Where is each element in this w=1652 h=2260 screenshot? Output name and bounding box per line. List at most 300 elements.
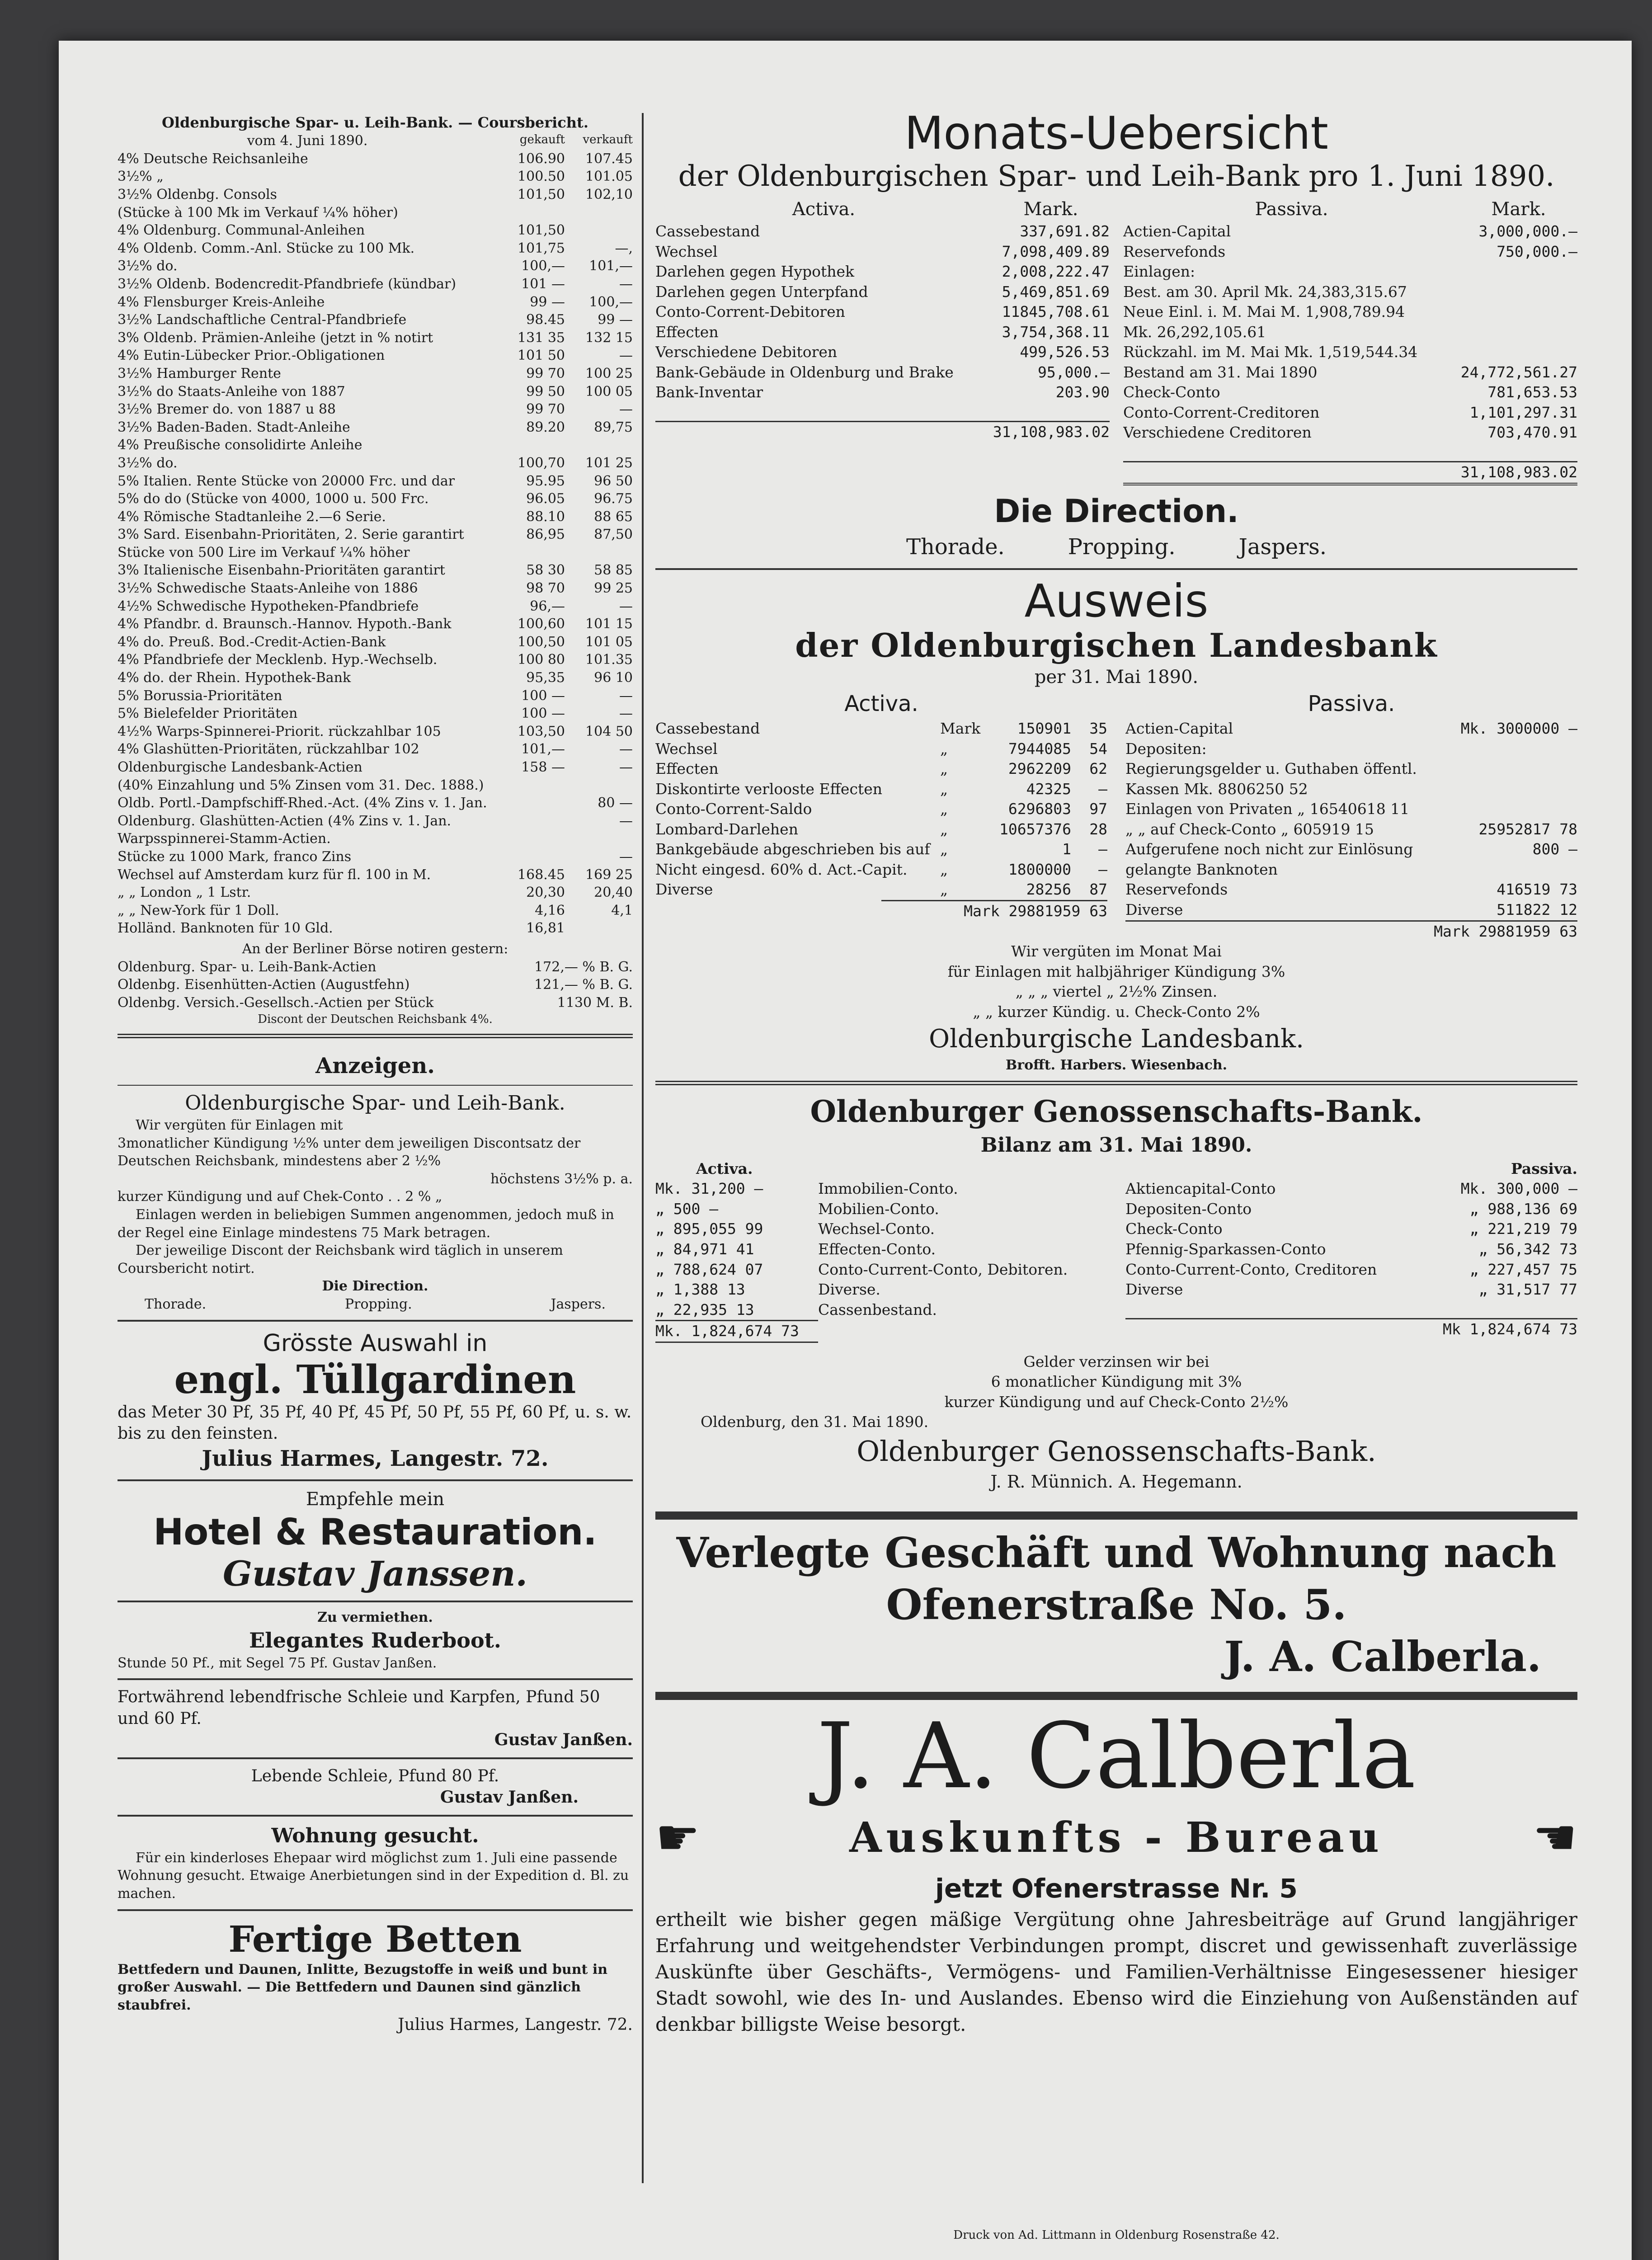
monats-table [655,197,1577,485]
kurs-verkauft [565,436,633,454]
tuell-ad-text: das Meter 30 Pf, 35 Pf, 40 Pf, 45 Pf, 50 Pf, 55 Pf, 60 Pf, u. s. w. bis zu den feinsten. [118,1403,632,1443]
kurs-label: (Stücke à 100 Mk im Verkauf ¼% höher) [118,204,398,221]
kurs-label: 3½% do Staats-Anleihe von 1887 [118,383,345,400]
genossen-table [655,1159,1577,1343]
ausweis-activa-pf: 28 [1089,820,1107,838]
kurs-row [118,490,633,508]
monats-activa-row [655,262,1110,282]
monats-mark-head: Mark. [1491,199,1546,220]
genossen-passiva-head: Passiva. [1511,1159,1577,1177]
ausweis-activa-currency: „ [940,880,948,899]
ausweis-activa-value: 150901 [1017,720,1071,738]
ausweis-activa-row [655,880,1107,900]
monats-activa-label: Bank-Inventar [655,383,763,401]
kurs-gekauft [497,204,565,222]
tuell-ad [118,1328,633,1474]
discont-note: Discont der Deutschen Reichsbank 4%. [258,1012,493,1026]
monats-passiva-row [1123,363,1577,383]
ausweis-sign: Oldenburgische Landesbank. [929,1024,1304,1054]
genossen-place: Oldenburg, den 31. Mai 1890. [701,1413,929,1431]
monats-passiva-label: Einlagen: [1123,263,1195,281]
kurs-gekauft: 101,— [521,741,565,758]
kurs-gekauft: 95,35 [526,670,565,686]
kurs-label: Oldenburgische Landesbank-Actien [118,759,362,776]
kurs-row [118,293,633,311]
signature: Propping. [1068,534,1176,560]
kurs-verkauft: — [619,741,633,758]
kurs-row [118,830,633,848]
kurs-gekauft: 168.45 [518,866,565,883]
kurs-row [118,651,633,669]
kurs-verkauft: 96 10 [594,670,633,686]
kurs-label: Wechsel auf Amsterdam kurz für fl. 100 in M. [118,866,431,883]
kurs-row [118,794,633,812]
ausweis-activa-pf: — [1098,840,1107,858]
kurs-verkauft: — [619,348,633,364]
wohnung-ad-title: Wohnung gesucht. [271,1824,479,1847]
kurs-label: 4% do. der Rhein. Hypothek-Bank [118,670,351,686]
genossen-sig-names: J. R. Münnich. A. Hegemann. [990,1471,1243,1492]
spar-ad-title: Oldenburgische Spar- und Leih-Bank. [185,1092,565,1115]
kurs-gekauft [497,794,565,812]
divider [655,1511,1577,1520]
ausweis [655,576,1577,1074]
kurs-verkauft: 104 50 [585,723,633,739]
ausweis-passiva-value [1460,759,1577,799]
ausweis-passiva-row [1125,819,1577,840]
ausweis-zins: „ „ „ viertel „ 2½% Zinsen. [1015,983,1218,1001]
ausweis-passiva [1125,689,1577,942]
kurs-label: 4% Glashütten-Prioritäten, rückzahlbar 102 [118,741,419,758]
monats-passiva-label: Conto-Corrent-Creditoren [1123,403,1320,421]
genossen-activa-row [655,1219,1107,1239]
genossen-passiva-label: Pfennig-Sparkassen-Conto [1125,1240,1326,1258]
monats-passiva-value: 24,772,561.27 [1460,363,1577,381]
monats-passiva-label: Reservefonds [1123,242,1226,260]
kurs-verkauft: — [619,687,633,704]
genossen-passiva-amount: „ 221,219 79 [1469,1220,1577,1238]
kurs-label: 4% Flensburger Kreis-Anleihe [118,294,325,310]
kurs-gekauft: 106.90 [518,151,565,167]
ausweis-activa-currency: Mark [940,720,981,738]
kurs-verkauft: 88 65 [594,508,633,525]
ausweis-passiva-value [1460,739,1577,759]
genossen-passiva-row [1125,1239,1577,1260]
coursbericht-title: Oldenburgische Spar- u. Leih-Bank. — Coursbericht. [162,114,588,131]
kurs-row [118,400,633,419]
ausweis-passiva-row [1125,880,1577,900]
kurs-label: 4% Preußische consolidirte Anleihe [118,437,362,453]
kurs-gekauft: 100.50 [518,169,565,185]
coursbericht-date-row [118,132,633,150]
kurs-row [118,472,633,490]
kurs-label: Stücke zu 1000 Mark, franco Zins [118,848,352,865]
kurs-row [118,186,633,204]
ausweis-activa-label: Bankgebäude abgeschrieben bis auf [655,840,930,858]
monats-passiva-total-row [1123,461,1577,485]
ausweis-activa-value: 28256 [1026,880,1071,899]
ausweis-passiva-row [1125,719,1577,739]
monats-activa-row [655,282,1110,302]
ausweis-passiva-row [1125,739,1577,759]
kurs-row [118,884,633,902]
kurs-verkauft: 101.05 [585,169,633,185]
kurs-gekauft [497,830,565,848]
kurs-row [118,919,633,937]
genossen-activa-amount: „ 1,388 13 [655,1281,745,1299]
genossen-activa-head: Activa. [696,1159,753,1177]
kurs-row [118,221,633,240]
ausweis-date: per 31. Mai 1890. [1034,667,1199,688]
ausweis-subtitle: der Oldenburgischen Landesbank [795,626,1438,664]
monats-title: Monats-Uebersicht [904,107,1328,160]
ausweis-activa-total: Mark 29881959 63 [881,900,1107,922]
kurs-row [118,508,633,526]
berlin-value: 1130 M. B. [557,994,633,1011]
ausweis-activa-label: Diskontirte verlooste Effecten [655,780,882,798]
kurs-row [118,204,633,222]
genossen-activa-row [655,1300,1107,1320]
kurs-verkauft: 4,1 [611,902,633,918]
left-column [118,113,633,2192]
kurs-row [118,347,633,365]
ausweis-passiva-row [1125,799,1577,819]
monats-uebersicht [655,108,1577,562]
kurs-row [118,705,633,723]
kurs-label: „ „ London „ 1 Lstr. [118,885,251,901]
kurs-row [118,723,633,741]
kurs-gekauft: 131 35 [518,330,565,346]
ausweis-activa-pf: — [1098,860,1107,878]
kurs-row [118,544,633,562]
hotel-ad-line: Empfehle mein [306,1489,445,1510]
ausweis-passiva-label: Aufgerufene noch nicht zur Einlösung gelangte Banknoten [1125,840,1413,878]
ausweis-title: Ausweis [1024,574,1209,627]
ausweis-passiva-label: „ „ auf Check-Conto „ 605919 15 [1125,820,1374,838]
monats-passiva-label: Rückzahl. im M. Mai Mk. 1,519,544.34 [1123,343,1418,361]
kurs-verkauft: 20,40 [594,885,633,901]
kurs-gekauft: 101,50 [518,187,565,203]
ausweis-activa-row [655,779,1107,800]
ruderboot-ad-line: Zu vermiethen. [317,1610,433,1626]
ausweis-activa-pf: 62 [1089,760,1107,778]
signature: Propping. [344,1296,412,1313]
spar-ad [118,1090,633,1314]
kurs-verkauft: 80 — [598,795,633,811]
kurs-row [118,669,633,687]
monats-activa-total: 31,108,983.02 [993,423,1110,441]
betten-ad-text: Bettfedern und Daunen, Inlitte, Bezugstoffe in weiß und bunt in großer Auswahl. — Die Bettfedern und Daunen sind gänzlich staubfrei. [118,1961,608,2013]
kurs-verkauft: 101 15 [585,616,633,632]
pointing-hand-right-icon: ☛ [655,1808,700,1866]
betten-ad [118,1917,633,2036]
monats-passiva-value [1446,322,1577,343]
ausweis-activa-pf: 54 [1089,739,1107,758]
kurs-label: Oldb. Portl.-Dampfschiff-Rhed.-Act. (4% Zins v. 1. Jan. [118,795,487,811]
divider [655,1081,1577,1085]
schleie-ad-2 [118,1766,633,1808]
hotel-ad [118,1488,633,1594]
ausweis-passiva-label: Depositen: [1125,739,1207,758]
monats-passiva [1123,197,1577,485]
kurs-verkauft: 100 05 [585,383,633,400]
calberla-bureau-title: J. A. Calberla [817,1703,1416,1809]
kurs-verkauft: 101 25 [585,455,633,471]
divider [118,1909,633,1911]
monats-activa [655,197,1110,485]
kurs-label: 3½% Landschaftliche Central-Pfandbriefe [118,312,407,328]
kurs-row [118,777,633,795]
kurs-verkauft: 100,— [589,294,633,310]
spar-ad-direction: Die Direction. [322,1278,428,1295]
genossen-activa-amount: „ 22,935 13 [655,1300,754,1318]
genossen-activa-amount: „ 788,624 07 [655,1260,763,1278]
kurs-gekauft: 100 — [521,706,565,722]
monats-passiva-row [1123,403,1577,423]
kurs-label: Holländ. Banknoten für 10 Gld. [118,920,333,937]
monats-activa-value: 499,526.53 [1020,343,1110,361]
monats-passiva-value: 1,101,297.31 [1469,403,1577,421]
kurs-gekauft: 96,— [530,598,565,614]
berlin-value: 121,— % B. G. [534,977,633,993]
ausweis-activa-currency: „ [940,840,948,858]
kurs-label: 3½% do. [118,455,178,471]
monats-passiva-row [1123,282,1577,302]
ausweis-passiva-head: Passiva. [1308,691,1395,717]
kurs-label: Stücke von 500 Lire im Verkauf ¼% höher [118,544,410,560]
ausweis-activa-row [655,839,1107,860]
spar-ad-line: 3monatlicher Kündigung ½% unter dem jeweiligen Discontsatz der Deutschen Reichsbank, mindestens aber 2 ½% [118,1135,581,1169]
ausweis-passiva-row [1125,839,1577,880]
kurs-label: Warpsspinnerei-Stamm-Actien. [118,831,331,847]
ausweis-activa-row [655,819,1107,840]
kurs-gekauft [497,848,565,866]
kurs-verkauft: — [619,848,633,865]
monats-activa-row [655,322,1110,343]
betten-ad-title: Fertige Betten [228,1917,522,1960]
kurs-gekauft: 100,70 [518,455,565,471]
schleie-ad [118,1686,633,1751]
kurs-gekauft [497,544,565,562]
tuell-ad-title: engl. Tüllgardinen [174,1357,576,1403]
genossen-activa-label: Effecten-Conto. [818,1240,936,1258]
kurs-label: 4% Deutsche Reichsanleihe [118,151,308,167]
monats-direction: Die Direction. [994,492,1239,530]
kurs-row [118,365,633,383]
kurs-label: 4% Oldenb. Comm.-Anl. Stücke zu 100 Mk. [118,240,415,256]
ausweis-activa-value: 7944085 [1008,739,1071,758]
kurs-verkauft: 169 25 [585,866,633,883]
monats-activa-value: 11845,708.61 [1002,303,1110,321]
monats-activa-value: 3,754,368.11 [1002,323,1110,341]
monats-passiva-row [1123,242,1577,262]
ausweis-activa-row [655,860,1107,880]
monats-passiva-head: Passiva. [1255,199,1328,220]
monats-activa-head-row [655,197,1110,221]
kurs-row [118,561,633,579]
kurs-gekauft: 96.05 [526,491,565,507]
kurs-verkauft [565,204,633,222]
kurs-row [118,311,633,329]
monats-activa-label: Darlehen gegen Hypothek [655,263,855,281]
kurs-row [118,615,633,633]
genossen-passiva-label: Conto-Current-Conto, Creditoren [1125,1260,1377,1278]
monats-passiva-row [1123,382,1577,403]
calberla-move-line: Ofenerstraße No. 5. [886,1580,1347,1629]
genossen-activa-row [655,1280,1107,1300]
kurs-label: 3% Oldenb. Prämien-Anleihe (jetzt in % notirt [118,330,433,346]
ausweis-activa-head: Activa. [844,691,918,717]
monats-mark-head: Mark. [1023,199,1078,220]
kurs-gekauft: 99 70 [526,365,565,381]
monats-passiva-row [1123,322,1577,343]
ausweis-activa-label: Effecten [655,760,719,778]
coursbericht-date: vom 4. Juni 1890. [247,133,368,149]
kurs-row [118,454,633,472]
spar-ad-line: Wir vergüten für Einlagen mit [136,1117,343,1134]
ausweis-passiva-label: Diverse [1125,900,1183,918]
kurs-gekauft: 16,81 [526,920,565,937]
berlin-row [118,994,633,1012]
genossen-passiva-row [1125,1179,1577,1199]
kurs-row [118,383,633,401]
kurs-row [118,526,633,544]
monats-activa-value: 5,469,851.69 [1002,282,1110,301]
monats-passiva-label: Check-Conto [1123,383,1220,401]
divider [118,1320,633,1322]
genossen-activa-row [655,1199,1107,1219]
kurs-row [118,848,633,866]
ausweis-activa-currency: „ [940,800,948,818]
monats-activa-row [655,242,1110,262]
kurs-gekauft: 86,95 [526,527,565,543]
monats-passiva-row [1123,342,1577,363]
monats-passiva-value: 750,000.— [1497,242,1577,260]
monats-activa-row [655,382,1110,403]
wohnung-ad-text: Für ein kinderloses Ehepaar wird möglichst zum 1. Juli eine passende Wohnung gesucht. Etwaige Anerbietungen sind in der Expedition d. Bl. zu machen. [118,1850,629,1902]
kurs-label: 4% Pfandbriefe der Mecklenb. Hyp.-Wechselb. [118,652,438,668]
kurs-label: Oldenburg. Glashütten-Actien (4% Zins v. 1. Jan. [118,813,452,829]
genossen-passiva-row [1125,1280,1577,1300]
kurs-verkauft: — [619,276,633,292]
genossen-activa-label: Immobilien-Conto. [818,1180,958,1198]
monats-passiva-row [1123,302,1577,322]
kurs-verkauft: —, [615,240,633,256]
genossenschafts-bank [655,1092,1577,1493]
monats-activa-label: Wechsel [655,242,718,260]
genossen-activa-rows [655,1179,1107,1320]
monats-activa-head: Activa. [792,199,856,220]
monats-passiva-value: 703,470.91 [1487,424,1577,442]
genossen-passiva-label: Depositen-Conto [1125,1200,1252,1218]
kurs-verkauft [565,919,633,937]
ausweis-activa-pf: 97 [1089,800,1107,818]
ausweis-activa-row [655,719,1107,739]
kurs-label: 3½% Schwedische Staats-Anleihe von 1886 [118,580,418,597]
kurs-gekauft: 98 70 [526,580,565,597]
genossen-title: Oldenburger Genossenschafts-Bank. [810,1094,1423,1130]
kurs-label: 5% Italien. Rente Stücke von 20000 Frc. und dar [118,473,455,489]
kurs-row [118,758,633,777]
kurs-verkauft: — [619,598,633,614]
kurs-label: 3½% „ [118,169,164,185]
genossen-activa-label: Conto-Current-Conto, Debitoren. [818,1260,1068,1278]
monats-passiva-label: Actien-Capital [1123,222,1231,240]
monats-signatures [655,532,1577,562]
monats-passiva-row [1123,423,1577,443]
kurs-label: 5% Borussia-Prioritäten [118,687,282,704]
betten-ad-sign: Julius Harmes, Langestr. 72. [398,2015,633,2034]
monats-passiva-row [1123,262,1577,282]
kurs-gekauft [497,812,565,830]
genossen-activa-amount: „ 84,971 41 [655,1240,754,1258]
kurs-gekauft: 100,50 [518,634,565,650]
ausweis-activa-label: Diverse [655,880,713,899]
ausweis-passiva-total: Mark 29881959 63 [1125,920,1577,942]
kurs-label: 4½% Schwedische Hypotheken-Pfandbriefe [118,598,419,614]
kurs-verkauft: 132 15 [585,330,633,346]
kurs-row [118,329,633,347]
genossen-activa-row [655,1239,1107,1260]
wohnung-ad [118,1823,633,1903]
kurs-row [118,633,633,651]
genossen-activa-label: Mobilien-Conto. [818,1200,939,1218]
genossen-activa-label: Cassenbestand. [818,1300,937,1318]
kurs-row [118,598,633,616]
ausweis-activa-value: 42325 [1026,780,1071,798]
printer-footer: Druck von Ad. Littmann in Oldenburg Rosenstraße 42. [953,2228,1280,2242]
ausweis-passiva-value: 416519 73 [1497,880,1577,899]
berlin-heading: An der Berliner Börse notiren gestern: [242,941,508,957]
genossen-passiva-total: Mk 1,824,674 73 [1125,1318,1577,1340]
monats-passiva-value [1446,262,1577,282]
monats-activa-label: Darlehen gegen Unterpfand [655,282,868,301]
divider [655,1692,1577,1700]
kurs-label: 4% Römische Stadtanleihe 2.—6 Serie. [118,508,386,525]
ausweis-zins: für Einlagen mit halbjähriger Kündigung 3% [947,962,1285,980]
ausweis-passiva-value: 25952817 78 [1478,820,1577,838]
kurs-label: 4% Eutin-Lübecker Prior.-Obligationen [118,348,385,364]
kurs-row [118,579,633,598]
monats-activa-total-row [655,421,1110,443]
ausweis-activa-currency: „ [940,860,948,878]
genossen-activa-amount: Mk. 31,200 — [655,1180,763,1198]
kurs-verkauft: — [619,706,633,722]
genossen-passiva-rows [1125,1179,1577,1300]
genossen-passiva-row [1125,1219,1577,1239]
ausweis-activa-value: 10657376 [999,820,1071,838]
berlin-label: Oldenbg. Versich.-Gesellsch.-Actien per Stück [118,994,434,1011]
calberla-move-line: Verlegte Geschäft und Wohnung nach [676,1528,1557,1577]
monats-activa-row [655,302,1110,322]
monats-activa-value: 337,691.82 [1020,222,1110,240]
kurs-verkauft: 96 50 [594,473,633,489]
kurs-label: (40% Einzahlung und 5% Zinsen vom 31. Dec. 1888.) [118,777,484,793]
ausweis-table [655,689,1577,942]
monats-passiva-row [1123,221,1577,242]
monats-passiva-label: Mk. 26,292,105.61 [1123,323,1266,341]
ausweis-passiva-row [1125,759,1577,799]
berlin-row [118,976,633,994]
ruderboot-ad-text: Stunde 50 Pf., mit Segel 75 Pf. Gustav Janßen. [118,1655,437,1671]
coursbericht-rows [118,150,633,937]
kurs-verkauft: 89,75 [594,419,633,435]
kurs-label: 3½% Oldenbg. Consols [118,187,277,203]
genossen-passiva-amount: „ 227,457 75 [1469,1260,1577,1278]
kurs-gekauft: 100 — [521,687,565,704]
monats-activa-value: 2,008,222.47 [1002,263,1110,281]
genossen-activa-amount: „ 895,055 99 [655,1220,763,1238]
